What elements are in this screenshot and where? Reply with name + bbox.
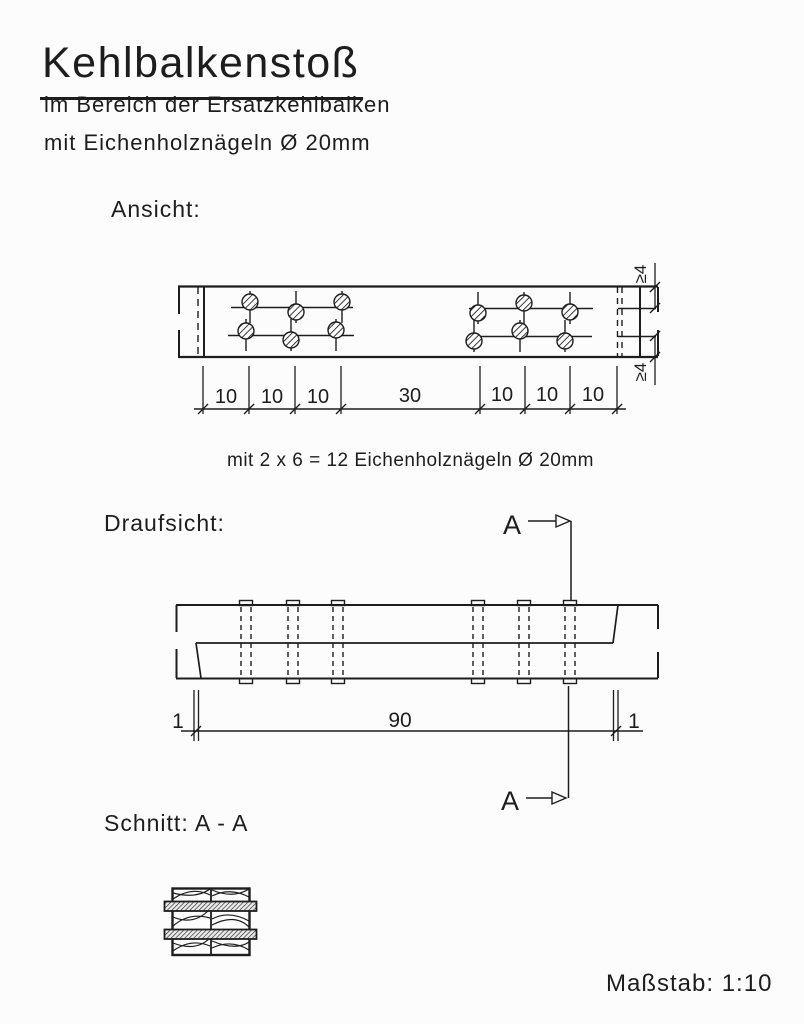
oak-nail xyxy=(512,320,528,352)
dowel-pair xyxy=(564,601,577,684)
oak-nail xyxy=(334,291,350,323)
dim-label: 1 xyxy=(628,710,640,733)
dowel-pair xyxy=(332,601,345,684)
section-view xyxy=(165,889,257,956)
elevation-view-label: Ansicht: xyxy=(111,196,201,222)
oak-nail xyxy=(470,292,486,324)
dowel-pair xyxy=(287,601,300,684)
plan-dimension xyxy=(181,690,643,741)
plan-view xyxy=(172,510,658,816)
scale-label: Maßstab: 1:10 xyxy=(606,970,773,997)
edge-distance-label-top: ≥4 xyxy=(631,264,650,284)
oak-nail xyxy=(557,320,573,352)
nail-count-note: mit 2 x 6 = 12 Eichenholznägeln Ø 20mm xyxy=(227,450,594,471)
oak-nail xyxy=(562,292,578,324)
edge-distance-label-bottom: ≥4 xyxy=(631,362,650,382)
oak-nail xyxy=(516,292,532,324)
section-letter-top: A xyxy=(502,510,522,540)
plan-beam-outline xyxy=(176,605,658,679)
dim-label: 30 xyxy=(398,385,422,407)
plan-lap-joint-line xyxy=(196,605,618,678)
subtitle-line-1: im Bereich der Ersatzkehlbalken xyxy=(44,92,391,117)
elevation-view xyxy=(178,263,660,414)
section-letter-bottom: A xyxy=(500,786,520,816)
oak-nail xyxy=(242,291,258,323)
elevation-dimension-labels xyxy=(215,384,604,408)
dowel-pair xyxy=(518,601,531,684)
plan-dimension-labels xyxy=(172,709,640,733)
oak-nail xyxy=(238,319,254,351)
section-cut-line xyxy=(526,515,571,804)
dim-label: 90 xyxy=(388,709,412,732)
oak-nail xyxy=(283,319,299,351)
dim-label: 1 xyxy=(172,710,184,733)
section-view-label: Schnitt: A - A xyxy=(104,810,249,836)
elevation-joint-lines xyxy=(198,287,640,356)
section-dowel-bar xyxy=(165,902,257,912)
oak-nail xyxy=(466,320,482,352)
dim-label: 10 xyxy=(490,384,514,406)
oak-nail xyxy=(288,291,304,323)
section-dowel-bar xyxy=(165,930,257,940)
page-title: Kehlbalkenstoß xyxy=(40,39,363,100)
edge-distance-dimension xyxy=(650,263,660,385)
dowel-pair xyxy=(240,601,253,684)
dim-label: 10 xyxy=(260,386,284,408)
dim-label: 10 xyxy=(535,384,559,406)
oak-nails-top-row xyxy=(242,291,578,324)
subtitle-line-2: mit Eichenholznägeln Ø 20mm xyxy=(44,130,371,155)
plan-dowel-pairs xyxy=(240,601,577,684)
plan-view-label: Draufsicht: xyxy=(104,510,225,536)
dim-label: 10 xyxy=(214,386,238,408)
oak-nails-bottom-row xyxy=(238,319,573,352)
dim-label: 10 xyxy=(581,384,605,406)
oak-nail xyxy=(328,319,344,351)
dim-label: 10 xyxy=(306,386,330,408)
dowel-pair xyxy=(472,601,485,684)
